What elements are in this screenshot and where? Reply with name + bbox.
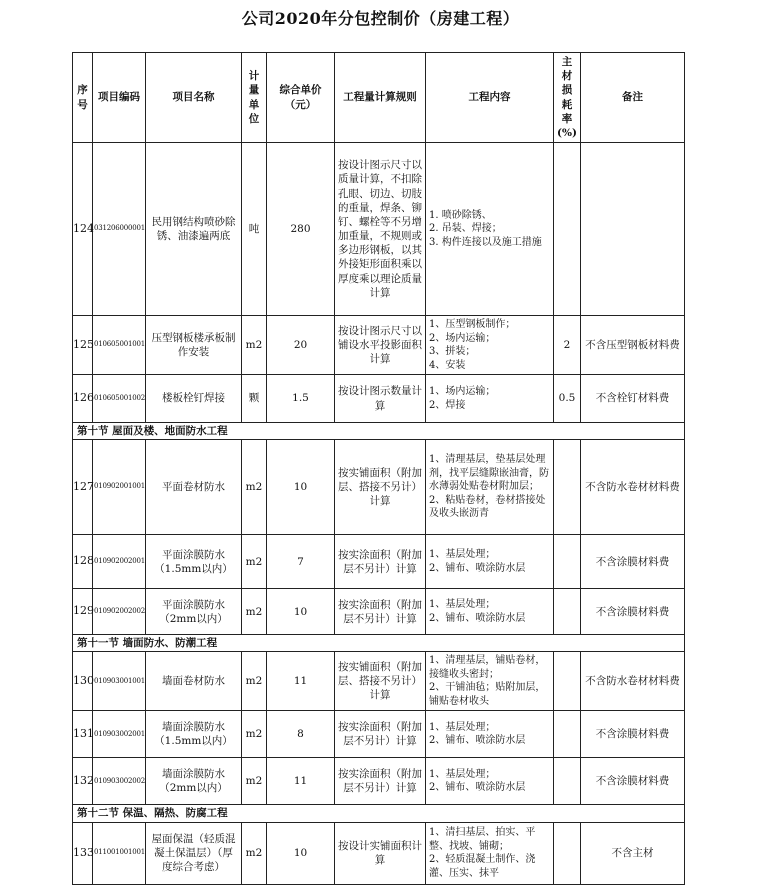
cell-code: 031206000001 bbox=[93, 143, 146, 316]
section-title: 第十节 屋面及楼、地面防水工程 bbox=[73, 423, 685, 440]
cell-price: 7 bbox=[267, 535, 335, 589]
cell-name: 压型钢板楼承板制作安装 bbox=[146, 316, 242, 375]
section-row bbox=[73, 423, 685, 440]
cell-note: 不含压型钢板材料费 bbox=[581, 316, 685, 375]
cell-unit: 吨 bbox=[242, 143, 267, 316]
cell-content: 1. 喷砂除锈、 2. 吊装、焊接； 3. 构件连接以及施工措施 bbox=[426, 143, 554, 316]
cell-price: 280 bbox=[267, 143, 335, 316]
cell-note: 不含主材 bbox=[581, 822, 685, 884]
cell-unit: m2 bbox=[242, 652, 267, 711]
cell-price: 20 bbox=[267, 316, 335, 375]
cell-loss bbox=[554, 652, 581, 711]
cell-unit: m2 bbox=[242, 758, 267, 805]
cell-content: 1、基层处理； 2、铺布、喷涂防水层 bbox=[426, 535, 554, 589]
cell-name: 平面涂膜防水（2mm以内） bbox=[146, 589, 242, 635]
table-row bbox=[73, 711, 685, 758]
cell-unit: m2 bbox=[242, 711, 267, 758]
cell-loss bbox=[554, 440, 581, 535]
cell-loss: 0.5 bbox=[554, 375, 581, 423]
cell-seq: 133 bbox=[73, 822, 93, 884]
cell-name: 屋面保温（轻质混凝土保温层）（厚度综合考虑） bbox=[146, 822, 242, 884]
section-row bbox=[73, 805, 685, 822]
cell-price: 10 bbox=[267, 822, 335, 884]
header-unit: 计量单位 bbox=[242, 53, 267, 143]
cell-name: 墙面涂膜防水（2mm以内） bbox=[146, 758, 242, 805]
table-row bbox=[73, 652, 685, 711]
cell-note: 不含涂膜材料费 bbox=[581, 711, 685, 758]
cell-seq: 126 bbox=[73, 375, 93, 423]
cell-note: 不含防水卷材材料费 bbox=[581, 440, 685, 535]
cell-price: 10 bbox=[267, 440, 335, 535]
cell-code: 010902002002 bbox=[93, 589, 146, 635]
cell-rule: 按设计图示尺寸以质量计算，不扣除孔眼、切边、切肢的重量，焊条、铆钉、螺栓等不另增加重量，不规则或多边形钢板，以其外接矩形面积乘以厚度乘以理论质量计算 bbox=[335, 143, 426, 316]
cell-content: 1、基层处理； 2、铺布、喷涂防水层 bbox=[426, 711, 554, 758]
table-row bbox=[73, 143, 685, 316]
cell-price: 8 bbox=[267, 711, 335, 758]
cell-rule: 按实铺面积（附加层、搭接不另计）计算 bbox=[335, 440, 426, 535]
header-content: 工程内容 bbox=[426, 53, 554, 143]
cell-rule: 按实涂面积（附加层不另计）计算 bbox=[335, 711, 426, 758]
cell-rule: 按实涂面积（附加层不另计）计算 bbox=[335, 758, 426, 805]
cell-seq: 125 bbox=[73, 316, 93, 375]
cell-loss: 2 bbox=[554, 316, 581, 375]
section-title: 第十二节 保温、隔热、防腐工程 bbox=[73, 805, 685, 822]
table-row bbox=[73, 535, 685, 589]
header-rule: 工程量计算规则 bbox=[335, 53, 426, 143]
cell-code: 010605001002 bbox=[93, 375, 146, 423]
cell-code: 010902002001 bbox=[93, 535, 146, 589]
cell-loss bbox=[554, 758, 581, 805]
cell-content: 1、压型钢板制作； 2、场内运输； 3、拼装； 4、安装 bbox=[426, 316, 554, 375]
cell-note: 不含涂膜材料费 bbox=[581, 589, 685, 635]
table-header-row bbox=[73, 53, 685, 143]
cell-code: 010903002001 bbox=[93, 711, 146, 758]
cell-rule: 按实涂面积（附加层不另计）计算 bbox=[335, 589, 426, 635]
cell-content: 1、清理基层，铺贴卷材，接缝收头密封； 2、干铺油毡；贴附加层，铺贴卷材收头 bbox=[426, 652, 554, 711]
cell-rule: 按设计图示数量计算 bbox=[335, 375, 426, 423]
cell-loss bbox=[554, 535, 581, 589]
cell-seq: 129 bbox=[73, 589, 93, 635]
table-row bbox=[73, 758, 685, 805]
cell-name: 平面涂膜防水（1.5mm以内） bbox=[146, 535, 242, 589]
cell-content: 1、清扫基层、拍实、平整、找坡、铺砌； 2、轻质混凝土制作、浇灌、压实、抹平 bbox=[426, 822, 554, 884]
header-seq: 序号 bbox=[73, 53, 93, 143]
cell-rule: 按实涂面积（附加层不另计）计算 bbox=[335, 535, 426, 589]
cell-loss bbox=[554, 711, 581, 758]
cell-unit: m2 bbox=[242, 822, 267, 884]
cell-name: 楼板栓钉焊接 bbox=[146, 375, 242, 423]
cell-rule: 按设计实铺面积计算 bbox=[335, 822, 426, 884]
cell-loss bbox=[554, 143, 581, 316]
cell-seq: 124 bbox=[73, 143, 93, 316]
cell-content: 1、基层处理； 2、铺布、喷涂防水层 bbox=[426, 589, 554, 635]
cell-seq: 128 bbox=[73, 535, 93, 589]
cell-seq: 127 bbox=[73, 440, 93, 535]
cell-seq: 132 bbox=[73, 758, 93, 805]
cell-price: 1.5 bbox=[267, 375, 335, 423]
cell-rule: 按实铺面积（附加层、搭接不另计）计算 bbox=[335, 652, 426, 711]
cell-note: 不含防水卷材材料费 bbox=[581, 652, 685, 711]
cell-name: 墙面卷材防水 bbox=[146, 652, 242, 711]
cell-unit: m2 bbox=[242, 589, 267, 635]
table-row bbox=[73, 440, 685, 535]
cell-name: 平面卷材防水 bbox=[146, 440, 242, 535]
header-loss: 主材损耗率(%) bbox=[554, 53, 581, 143]
section-row bbox=[73, 635, 685, 652]
page-title: 公司2020年分包控制价（房建工程） bbox=[241, 9, 520, 28]
header-note: 备注 bbox=[581, 53, 685, 143]
cell-code: 010903002002 bbox=[93, 758, 146, 805]
cell-note: 不含栓钉材料费 bbox=[581, 375, 685, 423]
cell-content: 1、场内运输； 2、焊接 bbox=[426, 375, 554, 423]
table-row bbox=[73, 375, 685, 423]
table-row bbox=[73, 822, 685, 884]
cell-content: 1、基层处理； 2、铺布、喷涂防水层 bbox=[426, 758, 554, 805]
cell-note: 不含涂膜材料费 bbox=[581, 535, 685, 589]
cell-unit: m2 bbox=[242, 440, 267, 535]
cell-unit: 颗 bbox=[242, 375, 267, 423]
cell-loss bbox=[554, 822, 581, 884]
cell-note: 不含涂膜材料费 bbox=[581, 758, 685, 805]
table-row bbox=[73, 316, 685, 375]
cell-code: 010903001001 bbox=[93, 652, 146, 711]
cell-content: 1、清理基层，垫基层处理剂，找平层缝隙嵌油膏，防水薄弱处贴卷材附加层； 2、粘贴卷材，卷材搭接处及收头嵌沥青 bbox=[426, 440, 554, 535]
cell-unit: m2 bbox=[242, 535, 267, 589]
header-price: 综合单价（元） bbox=[267, 53, 335, 143]
cell-name: 民用钢结构喷砂除锈、油漆遍两底 bbox=[146, 143, 242, 316]
cell-rule: 按设计图示尺寸以铺设水平投影面积计算 bbox=[335, 316, 426, 375]
cell-price: 10 bbox=[267, 589, 335, 635]
cell-price: 11 bbox=[267, 758, 335, 805]
cell-code: 011001001001 bbox=[93, 822, 146, 884]
price-table bbox=[72, 52, 685, 885]
header-name: 项目名称 bbox=[146, 53, 242, 143]
table-row bbox=[73, 589, 685, 635]
cell-code: 010902001001 bbox=[93, 440, 146, 535]
cell-seq: 131 bbox=[73, 711, 93, 758]
cell-unit: m2 bbox=[242, 316, 267, 375]
cell-seq: 130 bbox=[73, 652, 93, 711]
section-title: 第十一节 墙面防水、防潮工程 bbox=[73, 635, 685, 652]
cell-name: 墙面涂膜防水（1.5mm以内） bbox=[146, 711, 242, 758]
cell-note bbox=[581, 143, 685, 316]
cell-price: 11 bbox=[267, 652, 335, 711]
cell-loss bbox=[554, 589, 581, 635]
cell-code: 010605001001 bbox=[93, 316, 146, 375]
header-code: 项目编码 bbox=[93, 53, 146, 143]
